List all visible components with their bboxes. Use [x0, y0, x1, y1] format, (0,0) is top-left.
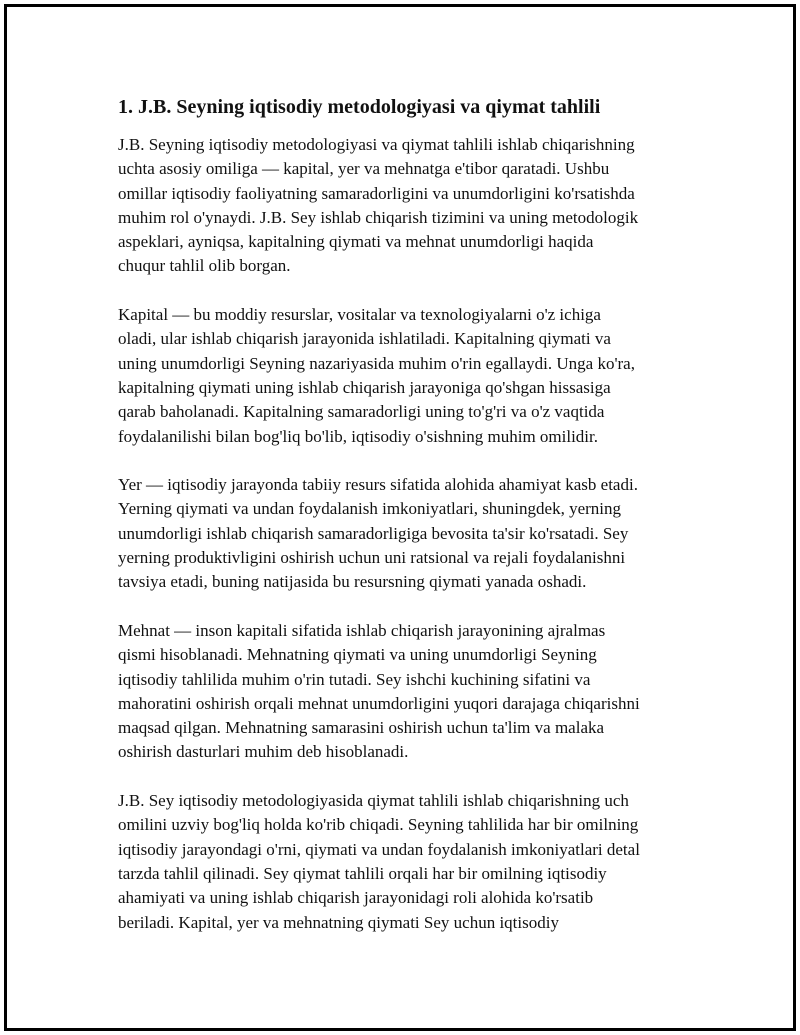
text-line: foydalanilishi bilan bog'liq bo'lib, iqtisodiy o'sishning muhim omilidir. [118, 426, 599, 446]
text-line: tarzda tahlil qilinadi. Sey qiymat tahlili orqali har bir omilning iqtisodiy [118, 863, 607, 883]
text-line: omilini uzviy bog'liq holda ko'rib chiqadi. Seyning tahlilida har bir omilning [118, 815, 639, 835]
text-line: omillar iqtisodiy faoliyatning samaradorligini va unumdorligini ko'rsatishda [118, 183, 635, 203]
text-line: tavsiya etadi, buning natijasida bu resursning qiymati yanada oshadi. [118, 572, 587, 592]
text-line: Mehnat — inson kapitali sifatida ishlab chiqarish jarayonining ajralmas [118, 620, 606, 640]
document-body [118, 95, 688, 959]
text-line: kapitalning qiymati uning ishlab chiqarish jarayoniga qo'shgan hissasiga [118, 377, 611, 397]
text-line: qarab baholanadi. Kapitalning samaradorligi uning to'g'ri va o'z vaqtida [118, 402, 605, 422]
text-line: oladi, ular ishlab chiqarish jarayonida ishlatiladi. Kapitalning qiymati va [118, 329, 611, 349]
text-line: Yerning qiymati va undan foydalanish imkoniyatlari, shuningdek, yerning [118, 499, 622, 519]
text-line: chuqur tahlil olib borgan. [118, 256, 291, 276]
paragraph-kapital [118, 303, 688, 449]
paragraph-intro [118, 133, 688, 279]
text-line: yerning produktivligini oshirish uchun uni ratsional va rejali foydalanishni [118, 548, 626, 568]
text-line: uning unumdorligi Seyning nazariyasida muhim o'rin egallaydi. Unga ko'ra, [118, 353, 635, 373]
text-line: iqtisodiy tahlilida muhim o'rin tutadi. Sey ishchi kuchining sifatini va [118, 669, 591, 689]
section-heading: 1. J.B. Seyning iqtisodiy metodologiyasi va qiymat tahlili [118, 96, 601, 118]
paragraph-conclusion [118, 789, 688, 935]
text-line: muhim rol o'ynaydi. J.B. Sey ishlab chiqarish tizimini va uning metodologik [118, 207, 639, 227]
text-line: iqtisodiy jarayondagi o'rni, qiymati va undan foydalanish imkoniyatlari detal [118, 839, 640, 859]
text-line: uchta asosiy omiliga — kapital, yer va mehnatga e'tibor qaratadi. Ushbu [118, 159, 610, 179]
paragraph-yer [118, 473, 688, 594]
text-line: beriladi. Kapital, yer va mehnatning qiymati Sey uchun iqtisodiy [118, 912, 559, 932]
text-line: mahoratini oshirish orqali mehnat unumdorligini yuqori darajaga chiqarishni [118, 693, 640, 713]
text-line: aspeklari, ayniqsa, kapitalning qiymati va mehnat unumdorligi haqida [118, 232, 594, 252]
text-line: J.B. Seyning iqtisodiy metodologiyasi va qiymat tahlili ishlab chiqarishning [118, 135, 635, 154]
text-line: J.B. Sey iqtisodiy metodologiyasida qiymat tahlili ishlab chiqarishning uch [118, 791, 629, 811]
text-line: maqsad qilgan. Mehnatning samarasini oshirish uchun ta'lim va malaka [118, 718, 605, 738]
paragraph-mehnat [118, 619, 688, 765]
text-line: Yer — iqtisodiy jarayonda tabiiy resurs sifatida alohida ahamiyat kasb etadi. [118, 475, 638, 495]
text-line: qismi hisoblanadi. Mehnatning qiymati va uning unumdorligi Seyning [118, 645, 597, 665]
text-line: unumdorligi ishlab chiqarish samaradorligiga bevosita ta'sir ko'rsatadi. Sey [118, 523, 629, 543]
text-line: Kapital — bu moddiy resurslar, vositalar va texnologiyalarni o'z ichiga [118, 305, 601, 325]
text-line: oshirish dasturlari muhim deb hisoblanadi. [118, 742, 409, 762]
text-line: ahamiyati va uning ishlab chiqarish jarayonidagi roli alohida ko'rsatib [118, 888, 594, 908]
